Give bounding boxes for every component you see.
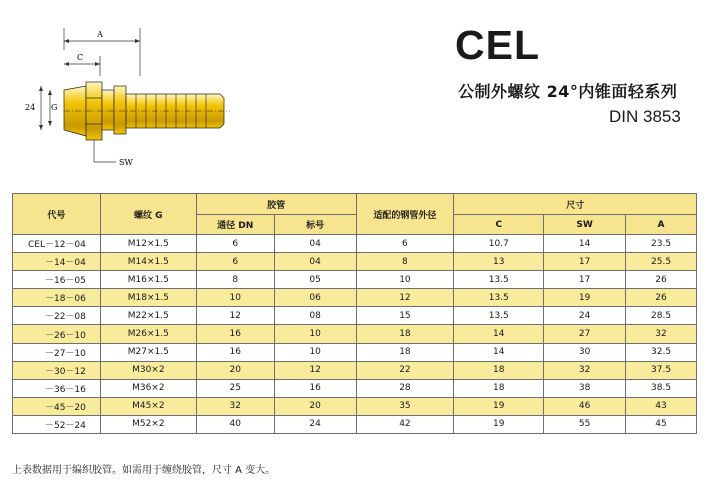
cell-tube: 6 [356, 235, 454, 253]
footnote: 上表数据用于编织胶管。如需用于缠绕胶管，尺寸 A 变大。 [12, 465, 276, 476]
table-row [13, 397, 697, 415]
header-thread: 螺纹 G [100, 194, 196, 235]
cell-tube: 42 [356, 415, 454, 433]
cell-tube: 10 [356, 271, 454, 289]
cell-sw: 24 [544, 307, 626, 325]
header-a: A [626, 215, 697, 235]
cell-thread: M22×1.5 [100, 307, 196, 325]
cell-sw: 55 [544, 415, 626, 433]
cell-dn: 6 [196, 253, 274, 271]
cell-sw: 30 [544, 343, 626, 361]
cell-mark: 04 [274, 253, 356, 271]
cell-mark: 10 [274, 343, 356, 361]
cell-thread: M14×1.5 [100, 253, 196, 271]
product-subtitle: 公制外螺纹 24°内锥面轻系列 [458, 82, 678, 101]
standard-code: DIN 3853 [609, 107, 681, 126]
header-hose-mark: 标号 [274, 215, 356, 235]
table-row [13, 325, 697, 343]
cell-code: －18－06 [13, 289, 101, 307]
cell-code: －52－24 [13, 415, 101, 433]
cell-dn: 16 [196, 343, 274, 361]
cell-tube: 15 [356, 307, 454, 325]
cell-sw: 38 [544, 379, 626, 397]
cell-code: CEL－12－04 [13, 235, 101, 253]
cell-tube: 35 [356, 397, 454, 415]
cell-a: 43 [626, 397, 697, 415]
cell-a: 28.5 [626, 307, 697, 325]
table-row [13, 415, 697, 433]
cell-thread: M36×2 [100, 379, 196, 397]
cell-code: －26－10 [13, 325, 101, 343]
dim-a-label: A [97, 30, 103, 39]
cell-a: 45 [626, 415, 697, 433]
cell-tube: 18 [356, 325, 454, 343]
cell-thread: M26×1.5 [100, 325, 196, 343]
cell-thread: M18×1.5 [100, 289, 196, 307]
cell-sw: 19 [544, 289, 626, 307]
cell-c: 18 [454, 361, 544, 379]
dim-sw-label: SW [119, 158, 133, 167]
cell-mark: 10 [274, 325, 356, 343]
cell-code: －45－20 [13, 397, 101, 415]
cell-mark: 05 [274, 271, 356, 289]
cell-a: 38.5 [626, 379, 697, 397]
cell-dn: 8 [196, 271, 274, 289]
fitting-drawing [20, 20, 270, 170]
cell-a: 25.5 [626, 253, 697, 271]
table-row [13, 379, 697, 397]
cell-c: 18 [454, 379, 544, 397]
cell-code: －16－05 [13, 271, 101, 289]
cell-thread: M30×2 [100, 361, 196, 379]
header-dims: 尺寸 [454, 194, 697, 215]
dim-g-label: G [51, 103, 58, 112]
cell-code: －30－12 [13, 361, 101, 379]
product-title: CEL [455, 22, 540, 68]
cell-dn: 40 [196, 415, 274, 433]
cell-a: 26 [626, 271, 697, 289]
cell-sw: 27 [544, 325, 626, 343]
cell-c: 10.7 [454, 235, 544, 253]
table-row [13, 307, 697, 325]
cell-sw: 46 [544, 397, 626, 415]
cell-thread: M16×1.5 [100, 271, 196, 289]
table-row [13, 235, 697, 253]
cell-a: 32 [626, 325, 697, 343]
cell-dn: 20 [196, 361, 274, 379]
cell-tube: 12 [356, 289, 454, 307]
cell-mark: 24 [274, 415, 356, 433]
header-hose-dn: 通径 DN [196, 215, 274, 235]
cell-c: 19 [454, 415, 544, 433]
cell-a: 32.5 [626, 343, 697, 361]
cell-thread: M12×1.5 [100, 235, 196, 253]
cell-dn: 10 [196, 289, 274, 307]
cell-mark: 08 [274, 307, 356, 325]
cell-dn: 16 [196, 325, 274, 343]
table-row [13, 361, 697, 379]
cell-a: 26 [626, 289, 697, 307]
table-row [13, 253, 697, 271]
cell-mark: 06 [274, 289, 356, 307]
cell-mark: 04 [274, 235, 356, 253]
header-sw: SW [544, 215, 626, 235]
cell-thread: M27×1.5 [100, 343, 196, 361]
cell-c: 13 [454, 253, 544, 271]
cell-code: －14－04 [13, 253, 101, 271]
header-hose: 胶管 [196, 194, 356, 215]
cell-mark: 20 [274, 397, 356, 415]
cell-c: 13.5 [454, 307, 544, 325]
cell-dn: 6 [196, 235, 274, 253]
cell-dn: 25 [196, 379, 274, 397]
cell-sw: 14 [544, 235, 626, 253]
cell-a: 37.5 [626, 361, 697, 379]
dim-c-label: C [76, 53, 84, 62]
cell-tube: 22 [356, 361, 454, 379]
cell-tube: 28 [356, 379, 454, 397]
cell-tube: 8 [356, 253, 454, 271]
cell-c: 13.5 [454, 271, 544, 289]
cell-a: 23.5 [626, 235, 697, 253]
header-c: C [454, 215, 544, 235]
cell-dn: 32 [196, 397, 274, 415]
cell-c: 19 [454, 397, 544, 415]
cell-code: －36－16 [13, 379, 101, 397]
cell-code: －22－08 [13, 307, 101, 325]
cell-thread: M45×2 [100, 397, 196, 415]
header-tube-od: 适配的钢管外径 [356, 194, 454, 235]
cell-code: －27－10 [13, 343, 101, 361]
header-code: 代号 [13, 194, 101, 235]
table-row [13, 271, 697, 289]
table-row [13, 289, 697, 307]
cell-sw: 32 [544, 361, 626, 379]
cell-dn: 12 [196, 307, 274, 325]
cell-sw: 17 [544, 271, 626, 289]
cell-mark: 12 [274, 361, 356, 379]
cell-mark: 16 [274, 379, 356, 397]
cell-thread: M52×2 [100, 415, 196, 433]
dim-24-label: 24 [25, 103, 36, 112]
table-row [13, 343, 697, 361]
cell-c: 14 [454, 325, 544, 343]
cell-tube: 18 [356, 343, 454, 361]
cell-c: 14 [454, 343, 544, 361]
cell-c: 13.5 [454, 289, 544, 307]
cell-sw: 17 [544, 253, 626, 271]
spec-table [12, 193, 697, 434]
